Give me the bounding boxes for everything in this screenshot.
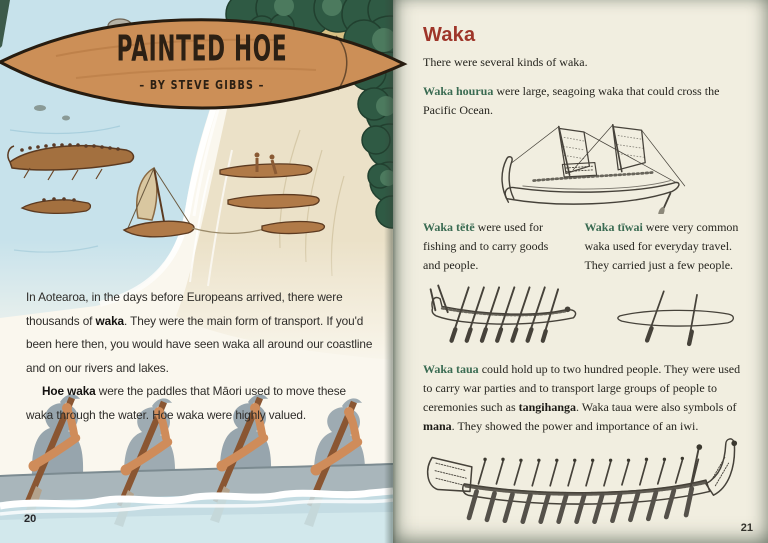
text-segment: Waka tētē — [423, 220, 475, 234]
tete-paragraph — [423, 218, 558, 275]
waka-taua-illustration — [419, 438, 755, 526]
text-segment: could hold up to two hundred people. They were used to carry war parties and to transport large groups of people to ceremonies such as — [423, 362, 741, 414]
left-paragraph-2 — [26, 380, 374, 427]
text-segment: . They were the main form of transport. If you'd been here then, you would have seen waka all around our coastline and on our rivers and lakes. — [26, 313, 373, 375]
book-title: PAINTED HOE — [116, 28, 288, 71]
text-segment: Waka taua — [423, 362, 479, 376]
text-segment: . Waka taua were also symbols of — [576, 400, 737, 414]
text-segment: were large, seagoing waka that could cross the Pacific Ocean. — [423, 84, 720, 117]
hourua-paragraph — [423, 82, 744, 120]
text-segment: Waka tīwai — [584, 220, 643, 234]
title-banner-paddle — [0, 6, 408, 114]
page-number-right: 21 — [740, 522, 753, 534]
text-segment: In Aotearoa, in the days before Europeans arrived, there were thousands of — [26, 290, 343, 328]
text-segment: Waka hourua — [423, 84, 494, 98]
waka-hourua-illustration — [476, 122, 692, 214]
text-segment: mana — [423, 419, 452, 433]
book-byline: – BY STEVE GIBBS – — [139, 77, 265, 93]
waka-tete-illustration — [423, 278, 585, 352]
left-paragraph-1 — [26, 286, 374, 380]
two-column-text — [423, 218, 744, 275]
text-segment: were very common waka used for everyday travel. They carried just a few people. — [584, 220, 739, 272]
page-number-left: 20 — [24, 513, 37, 525]
title-text-group — [0, 6, 408, 114]
text-segment: Hoe waka — [42, 384, 96, 398]
text-segment: waka — [95, 313, 125, 328]
text-segment: were the paddles that Māori used to move these waka through the water. Hoe waka were highly valued. — [26, 384, 347, 422]
text-segment: . They showed the power and importance of an iwi. — [451, 419, 699, 433]
text-segment: were used for fishing and to carry goods and people. — [423, 220, 549, 272]
waka-tiwai-illustration — [613, 280, 744, 350]
taua-paragraph — [423, 360, 744, 436]
intro-paragraph: There were several kinds of waka. — [423, 55, 588, 69]
text-segment: tangihanga — [518, 400, 576, 414]
illustration-row — [423, 278, 744, 352]
left-body-text — [26, 286, 374, 427]
page-title: Waka — [423, 24, 476, 46]
right-page — [393, 0, 768, 543]
tiwai-paragraph — [584, 218, 744, 275]
